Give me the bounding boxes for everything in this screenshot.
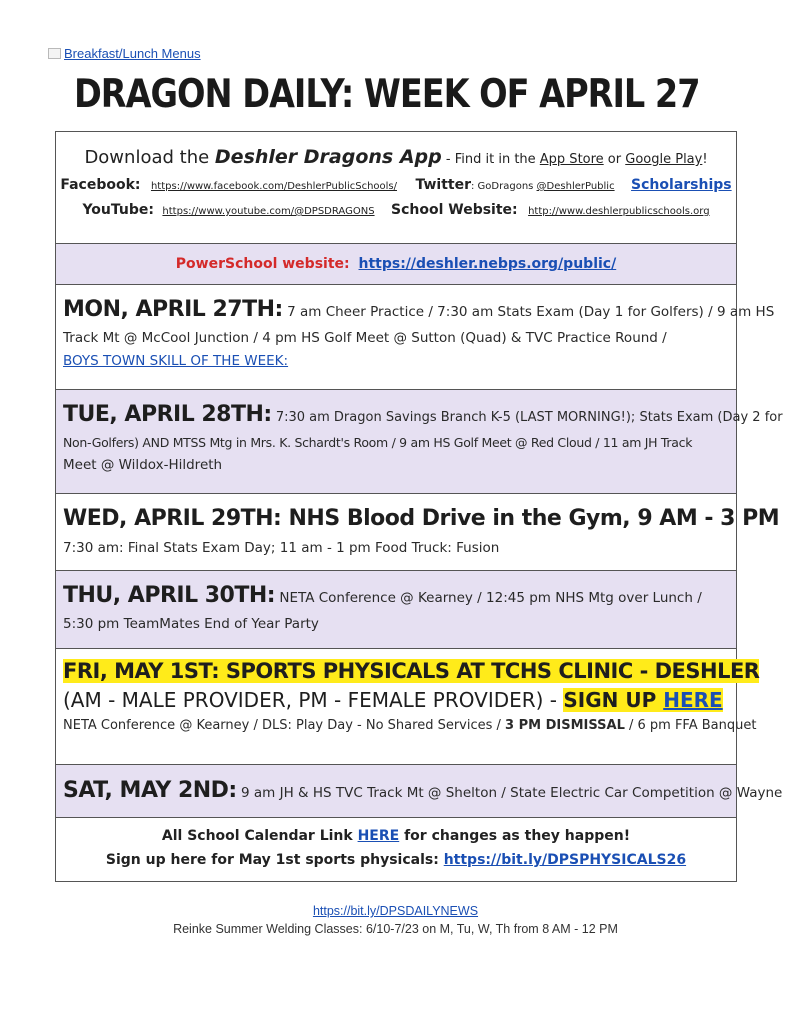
saturday-detail-1: 9 am JH & HS TVC Track Mt @ Shelton / State Electric Car Competition @ Wayne <box>236 785 783 801</box>
facebook-link[interactable]: https://www.facebook.com/DeshlerPublicSchools/ <box>150 181 398 192</box>
dismissal-text: 3 PM DISMISSAL <box>505 718 625 733</box>
tuesday-detail-3: Meet @ Wildox-Hildreth <box>63 457 223 473</box>
app-name: Deshler Dragons App <box>214 146 442 168</box>
sign-up-label: SIGN UP <box>563 688 664 712</box>
monday-detail-2: Track Mt @ McCool Junction / 4 pm HS Golf Meet @ Sutton (Quad) & TVC Practice Round / <box>63 330 667 346</box>
friday-line-2: (AM - MALE PROVIDER, PM - FEMALE PROVIDER) - SIGN UP HERE <box>63 688 723 712</box>
youtube-link[interactable]: https://www.youtube.com/@DPSDRAGONS <box>162 206 375 217</box>
google-play-link[interactable]: Google Play <box>625 152 703 167</box>
friday-line-3: NETA Conference @ Kearney / DLS: Play Day - No Shared Services / 3 PM DISMISSAL / 6 pm FFA Banquet <box>63 718 757 733</box>
calendar-row: All School Calendar Link HERE for changes as they happen! Sign up here for May 1st sports physicals: https://bit.ly/DPSPHYSICALS26 <box>105 828 687 868</box>
broken-image-icon <box>48 48 61 59</box>
physicals-signup-link[interactable]: https://bit.ly/DPSPHYSICALS26 <box>443 852 687 868</box>
youtube-line <box>56 202 736 218</box>
scholarships-link[interactable]: Scholarships <box>631 177 732 193</box>
thursday-detail-1: NETA Conference @ Kearney / 12:45 pm NHS Mtg over Lunch / <box>275 590 702 606</box>
wednesday-detail-1: 7:30 am: Final Stats Exam Day; 11 am - 1 pm Food Truck: Fusion <box>63 540 500 556</box>
website-link[interactable]: http://www.deshlerpublicschools.org <box>528 206 710 217</box>
thursday-row <box>56 571 736 649</box>
twitter-handle-link[interactable]: @DeshlerPublic <box>536 181 615 192</box>
friday-row <box>56 649 760 765</box>
thursday-detail-2: 5:30 pm TeamMates End of Year Party <box>63 616 319 632</box>
powerschool-label: PowerSchool website: <box>175 256 350 272</box>
tuesday-detail-2: Non-Golfers) AND MTSS Mtg in Mrs. K. Schardt's Room / 9 am HS Golf Meet @ Red Cloud / 11 am JH Track <box>63 435 693 450</box>
wednesday-heading: WED, APRIL 29TH: NHS Blood Drive in the Gym, 9 AM - 3 PM <box>63 506 780 531</box>
youtube-label: YouTube: <box>82 202 154 218</box>
monday-heading: MON, APRIL 27TH: <box>63 297 283 322</box>
friday-heading: FRI, MAY 1ST: SPORTS PHYSICALS AT TCHS CLINIC - DESHLER <box>63 659 760 683</box>
monday-row <box>56 285 775 390</box>
tuesday-detail-1: 7:30 am Dragon Savings Branch K-5 (LAST MORNING!); Stats Exam (Day 2 for <box>271 410 783 425</box>
saturday-heading: SAT, MAY 2ND: <box>63 778 237 803</box>
app-store-link[interactable]: App Store <box>539 152 604 167</box>
facebook-label: Facebook: <box>60 177 141 193</box>
boys-town-link[interactable]: BOYS TOWN SKILL OF THE WEEK: <box>63 353 289 369</box>
tuesday-row <box>56 390 783 494</box>
social-line: Facebook: https://www.facebook.com/DeshlerPublicSchools/ Twitter: GoDragons @DeshlerPublic Scholarships <box>60 177 732 193</box>
schedule-table <box>55 131 783 882</box>
news-link-wrap <box>0 904 791 918</box>
page-title: DRAGON DAILY: WEEK OF APRIL 27 <box>74 72 700 117</box>
saturday-row <box>56 765 783 818</box>
tuesday-heading: TUE, APRIL 28TH: <box>63 402 272 427</box>
welding-classes-text: Reinke Summer Welding Classes: 6/10-7/23 on M, Tu, W, Th from 8 AM - 12 PM <box>173 922 618 936</box>
download-line: Download the Deshler Dragons App - Find it in the App Store or Google Play! <box>84 146 708 168</box>
thursday-heading: THU, APRIL 30TH: <box>63 583 276 608</box>
twitter-label: Twitter <box>415 177 471 193</box>
wednesday-row <box>56 494 780 571</box>
breakfast-lunch-menus-link[interactable]: Breakfast/Lunch Menus <box>64 46 201 61</box>
website-label: School Website: <box>391 202 518 218</box>
menus-link-wrap <box>48 46 201 61</box>
monday-detail-1: 7 am Cheer Practice / 7:30 am Stats Exam (Day 1 for Golfers) / 9 am HS <box>282 304 775 320</box>
powerschool-link[interactable]: https://deshler.nebps.org/public/ <box>358 256 617 272</box>
header-row <box>56 132 736 244</box>
powerschool-row <box>56 244 736 285</box>
daily-news-link[interactable]: https://bit.ly/DPSDAILYNEWS <box>312 904 479 918</box>
physicals-here-link[interactable]: HERE <box>663 688 723 712</box>
calendar-here-link[interactable]: HERE <box>357 828 400 844</box>
